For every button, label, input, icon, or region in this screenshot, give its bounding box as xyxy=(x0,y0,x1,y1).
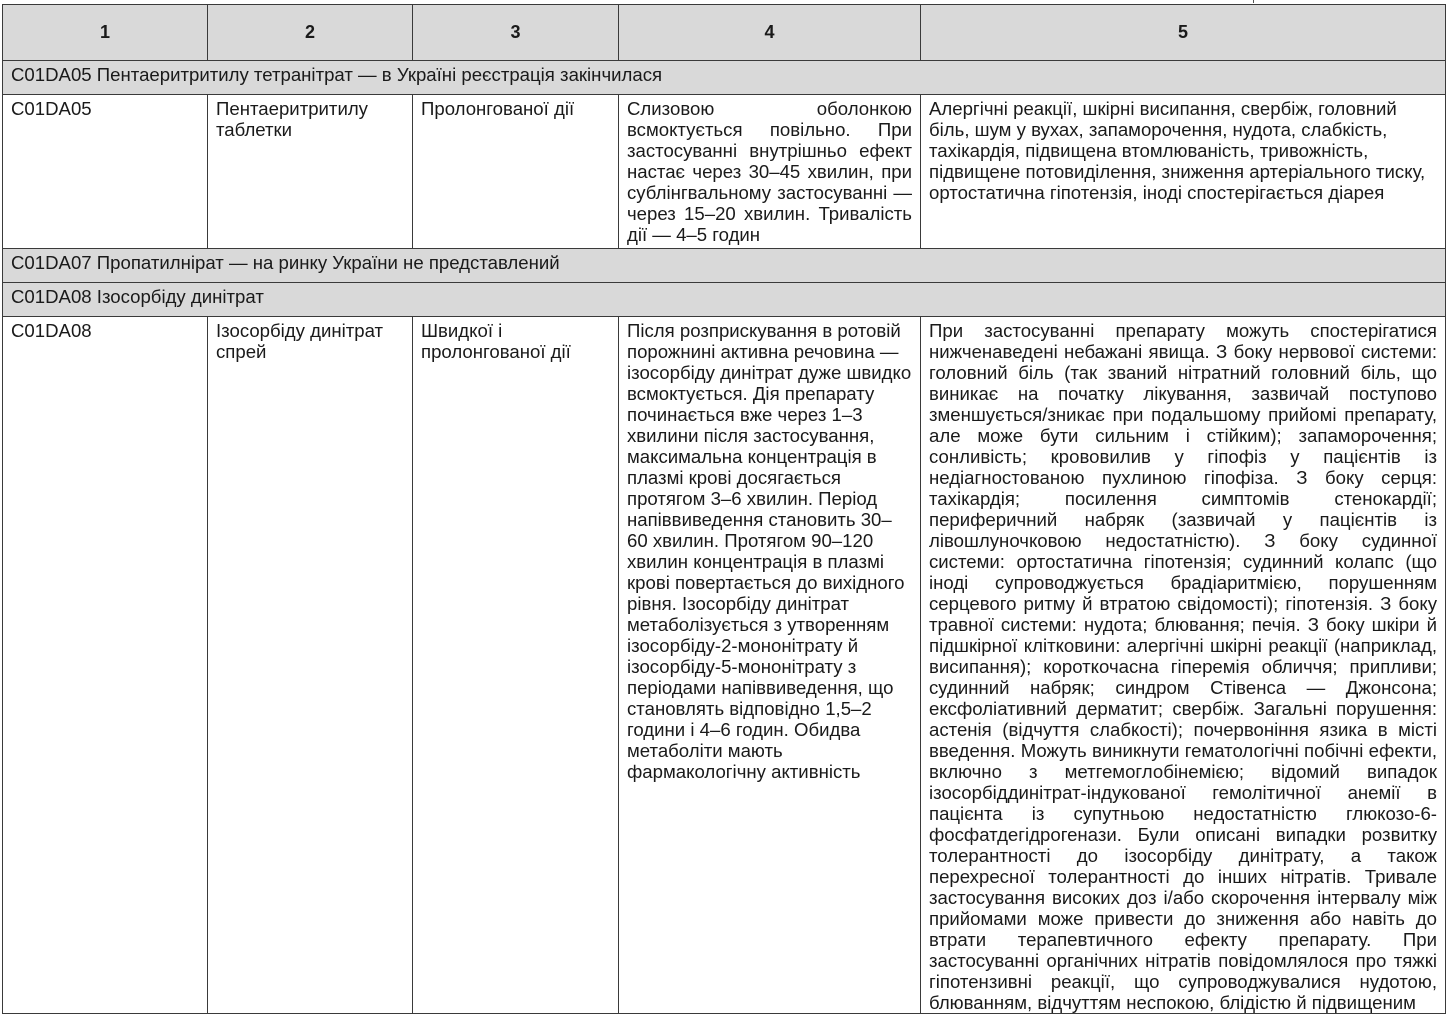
cell-action-type: Пролонгованої дії xyxy=(413,95,619,249)
cell-side-effects: При застосуванні препарату можуть спостерігатися нижченаведені небажані явища. З боку нервової системи: головний біль (так званий нітратний головний біль, що виникає на початку лікування, зазвичай поступово зменшується/зникає при подальшому прийомі препарату, але може бути сильним і стійким); запаморочення; сонливість; крововилив у гіпофіз у пацієнтів із недіагностованою пухлиною гіпофіза. З боку серця: тахікардія; посилення симптомів стенокардії; периферичний набряк (зазвичай у пацієнтів із лівошлуночковою недостатністю). З боку судинної системи: ортостатична гіпотензія; судинний колапс (що іноді супроводжується брадіаритмією, порушенням серцевого ритму й втратою свідомості); гіпотензія. З боку травної системи: нудота; блювання; печія. З боку шкіри й підшкірної клітковини: алергічні шкірні реакції (наприклад, висипання); короткочасна гіперемія обличчя; припливи; судинний набряк; синдром Стівенса — Джонсона; ексфоліативний дерматит; свербіж. Загальні порушення: астенія (відчуття слабкості); почервоніння язика в місті введення. Можуть виникнути гематологічні побічні ефекти, включно з метгемоглобінемією; відомий випадок ізосорбіддинітрат-індукованої гемолітичної анемії в пацієнта із супутньою недостатністю глюкозо-6-фосфатдегідрогенази. Були описані випадки розвитку толерантності до ізосорбіду динітрату, а також перехресної толерантності до інших нітратів. Тривале застосування високих доз і/або скорочення інтервалу між прийомами може привести до зниження або навіть до втрати терапевтичного ефекту препарату. При застосуванні органічних нітратів повідомлялося про тяжкі гіпотензивні реакції, що супроводжувалися нудотою, блюванням, відчуттям неспокою, блідістю й підвищеним xyxy=(921,317,1446,1014)
header-col-3: 3 xyxy=(413,5,619,61)
section-title: С01DA05 Пентаеритритилу тетранітрат — в Україні реєстрація закінчилася xyxy=(3,61,1446,95)
section-title: С01DA07 Пропатилнірат — на ринку України не представлений xyxy=(3,249,1446,283)
section-row xyxy=(3,283,1446,317)
header-col-2: 2 xyxy=(208,5,413,61)
section-row xyxy=(3,249,1446,283)
table-row xyxy=(3,95,1446,249)
cell-pharmacokinetics: Слизовою оболонкою всмоктується повільно. При застосуванні внутрішньо ефект настає через 30–45 хвилин, при сублінгвальному застосуванні — через 15–20 хвилин. Тривалість дії — 4–5 годин xyxy=(619,95,921,249)
cell-action-type: Швидкої і пролонгованої дії xyxy=(413,317,619,1014)
header-row xyxy=(3,5,1446,61)
cell-drug-name: Пентаеритритилу таблетки xyxy=(208,95,413,249)
drug-table xyxy=(2,4,1446,1014)
cell-pharmacokinetics: Після розприскування в ротовій порожнині активна речовина — ізосорбіду динітрат дуже швидко всмоктується. Дія препарату починається вже через 1–3 хвилини після застосування, максимальна концентрація в плазмі крові досягається протягом 3–6 хвилин. Період напіввиведення становить 30–60 хвилин. Протягом 90–120 хвилин концентрація в плазмі крові повертається до вихідного рівня. Ізосорбіду динітрат метаболізується з утворенням ізосорбіду-2-мононітрату й ізосорбіду-5-мононітрату з періодами напіввиведення, що становлять відповідно 1,5–2 години і 4–6 годин. Обидва метаболіти мають фармакологічну активність xyxy=(619,317,921,1014)
header-col-5: 5 xyxy=(921,5,1446,61)
page-edge-mark xyxy=(1253,0,1258,3)
section-row xyxy=(3,61,1446,95)
header-col-4: 4 xyxy=(619,5,921,61)
cell-code: С01DA08 xyxy=(3,317,208,1014)
header-col-1: 1 xyxy=(3,5,208,61)
cell-drug-name: Ізосорбіду динітрат спрей xyxy=(208,317,413,1014)
cell-side-effects: Алергічні реакції, шкірні висипання, свербіж, головний біль, шум у вухах, запаморочення, нудота, слабкість, тахікардія, підвищена втомлюваність, тривожність, підвищене потовиділення, зниження артеріального тиску, ортостатична гіпотензія, іноді спостерігається діарея xyxy=(921,95,1446,249)
section-title: С01DA08 Ізосорбіду динітрат xyxy=(3,283,1446,317)
cell-code: С01DA05 xyxy=(3,95,208,249)
table-row xyxy=(3,317,1446,1014)
